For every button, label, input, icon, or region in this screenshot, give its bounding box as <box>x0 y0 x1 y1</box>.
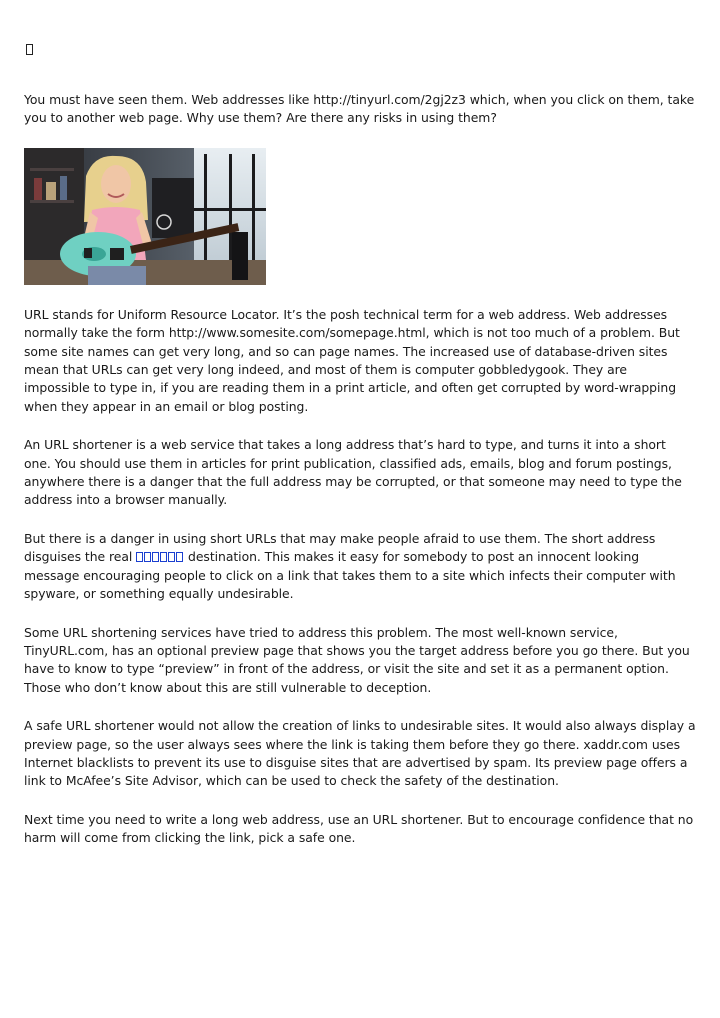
missing-glyph-icon <box>168 552 175 562</box>
paragraph-conclusion: Next time you need to write a long web address, use an URL shortener. But to encourage confidence that no harm will come from clicking the link, pick a safe one. <box>24 811 694 846</box>
inline-link[interactable] <box>136 549 184 564</box>
paragraph-preview-services: Some URL shortening services have tried to address this problem. The most well-known service, TinyURL.com, has an optional preview page that shows you the target address before you go there. But you have to know to type “preview” in front of the address, or visit the site and set it as a permanent option. Those who don’t know about this are still vulnerable to deception. <box>24 624 690 695</box>
guitar-woman-photo-icon <box>24 148 266 285</box>
document-page <box>24 40 696 848</box>
missing-glyph-icon <box>160 552 167 562</box>
paragraph-text-before-link: But there is a danger in using short URLs that may make people afraid to use them. The short address disguises the real <box>24 530 656 565</box>
article-photo <box>24 148 266 285</box>
missing-glyph-icon <box>176 552 183 562</box>
link-glyph-boxes <box>136 549 184 564</box>
intro-paragraph: You must have seen them. Web addresses like http://tinyurl.com/2gj2z3 which, when you click on them, take you to another web page. Why use them? Are there any risks in using them? <box>24 92 695 126</box>
missing-glyph-icon <box>152 552 159 562</box>
missing-glyph-icon <box>144 552 151 562</box>
paragraph-url-shortener: An URL shortener is a web service that takes a long address that’s hard to type, and turns it into a short one. You should use them in articles for print publication, classified ads, emails, blog and forum postings, anywhere there is a danger that the full address may be corrupted, or that someone may need to type the address into a browser manually. <box>24 437 682 508</box>
paragraph-url-definition: URL stands for Uniform Resource Locator. It’s the posh technical term for a web address. Web addresses normally take the form http://www.somesite.com/somepage.html, which is not too much of a problem. But some site names can get very long, and so can page names. The increased use of database-driven sites mean that URLs can get very long indeed, and most of them is computer gobbledygook. They are impossible to type in, if you are reading them in a print article, and often get corrupted by word-wrapping when they appear in an email or blog posting. <box>24 306 680 414</box>
missing-glyph-icon <box>136 552 143 562</box>
missing-glyph-icon <box>26 44 33 55</box>
paragraph-text-after-link: destination. This makes it easy for somebody to post an innocent looking message encouraging people to click on a link that takes them to a site which infects their computer with spyware, or something equally undesirable. <box>24 549 676 602</box>
paragraph-safe-shortener: A safe URL shortener would not allow the creation of links to undesirable sites. It would also always display a preview page, so the user always sees where the link is taking them before they go there. xaddr.com uses Internet blacklists to prevent its use to disguise sites that are advertised by spam. Its preview page offers a link to McAfee’s Site Advisor, which can be used to check the safety of the destination. <box>24 718 696 789</box>
paragraph-short-url-danger <box>24 530 696 604</box>
header-glyph <box>24 40 696 59</box>
